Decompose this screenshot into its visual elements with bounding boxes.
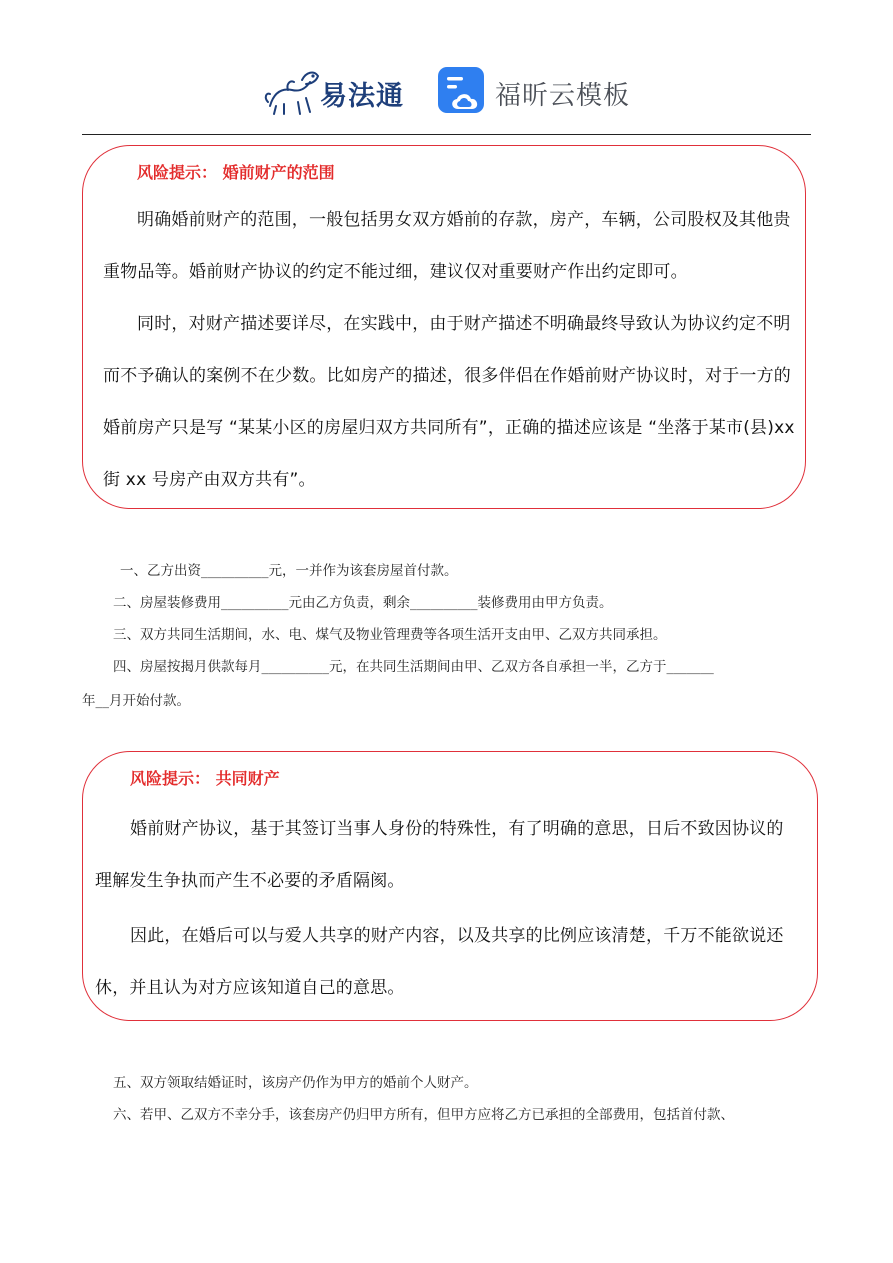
clause-4-continued: 年__月开始付款。 bbox=[82, 693, 190, 709]
clause-3: 三、双方共同生活期间，水、电、煤气及物业管理费等各项生活开支由甲、乙双方共同承担。 bbox=[113, 627, 667, 643]
risk1-line-1: 明确婚前财产的范围，一般包括男女双方婚前的存款，房产，车辆，公司股权及其他贵 bbox=[137, 210, 791, 230]
risk2-line-4: 休，并且认为对方应该知道自己的意思。 bbox=[95, 978, 405, 998]
risk2-line-1: 婚前财产协议，基于其签订当事人身份的特殊性，有了明确的意思，日后不致因协议的 bbox=[130, 819, 784, 839]
risk1-line-2: 重物品等。婚前财产协议的约定不能过细，建议仅对重要财产作出约定即可。 bbox=[103, 262, 688, 282]
risk1-line-6: 街 xx 号房产由双方共有”。 bbox=[103, 470, 316, 490]
header-divider bbox=[82, 134, 811, 135]
clause-6: 六、若甲、乙双方不幸分手，该套房产仍归甲方所有，但甲方应将乙方已承担的全部费用，包括首付款、 bbox=[113, 1107, 734, 1123]
risk1-line-4: 而不予确认的案例不在少数。比如房产的描述，很多伴侣在作婚前财产协议时，对于一方的 bbox=[103, 366, 791, 386]
page-header bbox=[0, 56, 893, 126]
clause-1: 一、乙方出资__________元，一并作为该套房屋首付款。 bbox=[120, 563, 458, 579]
foxit-logo bbox=[436, 65, 636, 121]
qilin-logo-icon bbox=[262, 62, 322, 118]
yifatong-logo bbox=[262, 62, 412, 118]
brand-foxit-text: 福昕云模板 bbox=[495, 81, 631, 111]
risk-title-premarital-scope: 风险提示： 婚前财产的范围 bbox=[137, 163, 335, 182]
brand-yifatong-text: 易法通 bbox=[320, 81, 404, 112]
risk1-line-5: 婚前房产只是写 “某某小区的房屋归双方共同所有”，正确的描述应该是 “坐落于某市(县)xx bbox=[103, 418, 795, 438]
clause-2: 二、房屋装修费用__________元由乙方负责，剩余__________装修费用由甲方负责。 bbox=[113, 595, 613, 611]
risk2-line-3: 因此，在婚后可以与爱人共享的财产内容，以及共享的比例应该清楚，千万不能欲说还 bbox=[130, 926, 784, 946]
clause-5: 五、双方领取结婚证时，该房产仍作为甲方的婚前个人财产。 bbox=[113, 1075, 478, 1091]
risk2-line-2: 理解发生争执而产生不必要的矛盾隔阂。 bbox=[95, 871, 405, 891]
foxit-cloud-logo-icon bbox=[436, 65, 488, 117]
clause-4: 四、房屋按揭月供款每月__________元，在共同生活期间由甲、乙双方各自承担一半，乙方于_______ bbox=[113, 659, 714, 675]
risk1-line-3: 同时，对财产描述要详尽，在实践中，由于财产描述不明确最终导致认为协议约定不明 bbox=[137, 314, 791, 334]
risk-title-common-property: 风险提示： 共同财产 bbox=[130, 769, 280, 788]
